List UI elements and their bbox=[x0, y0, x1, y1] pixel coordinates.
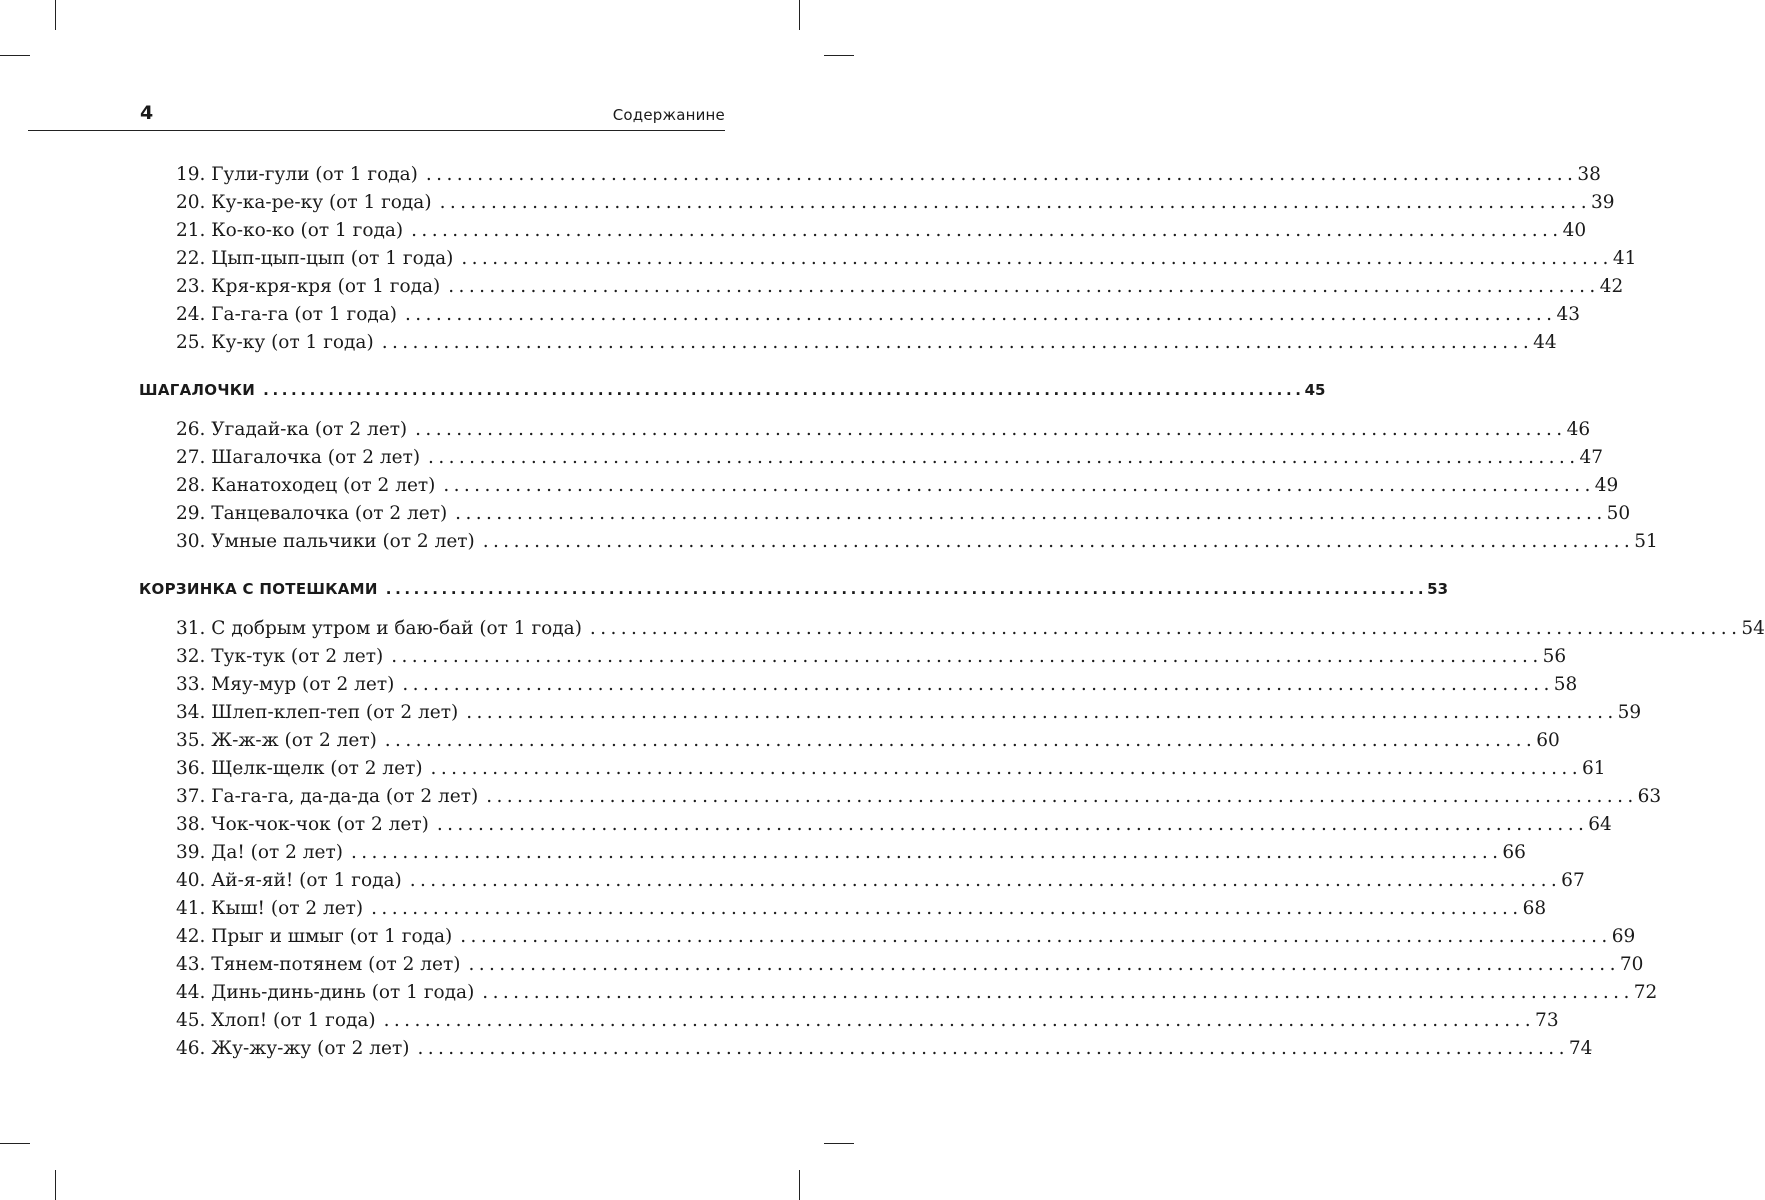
dot-leader: ................................................................................................................ bbox=[460, 926, 1612, 947]
toc-entry-title: КОРЗИНКА С ПОТЕШКАМИ bbox=[139, 580, 378, 598]
running-title: Содержанине bbox=[612, 106, 725, 124]
dot-leader: ................................................................................................................ bbox=[455, 503, 1607, 524]
toc-entry-title: 30. Умные пальчики (от 2 лет) bbox=[176, 531, 475, 552]
toc-entry-page: 69 bbox=[1611, 926, 1636, 947]
toc-entry[interactable] bbox=[176, 500, 1631, 528]
dot-leader: ................................................................................................................ bbox=[411, 220, 1563, 241]
toc-entry-title: 28. Канатоходец (от 2 лет) bbox=[176, 475, 436, 496]
toc-entry-page: 61 bbox=[1581, 758, 1606, 779]
crop-mark-bottom-right bbox=[799, 1170, 800, 1200]
toc-entry[interactable] bbox=[176, 189, 1615, 217]
crop-mark-top-left bbox=[55, 0, 56, 30]
toc-entry-title: 25. Ку-ку (от 1 года) bbox=[176, 332, 374, 353]
dot-leader: ................................................................................................................ bbox=[415, 419, 1567, 440]
toc-entry-page: 70 bbox=[1619, 954, 1644, 975]
dot-leader: ................................................................................................................ bbox=[381, 332, 1534, 353]
toc-entry[interactable] bbox=[176, 217, 1587, 245]
toc-entry-page: 38 bbox=[1577, 164, 1601, 185]
toc-entry-page: 51 bbox=[1634, 531, 1658, 552]
toc-entry-title: 41. Кыш! (от 2 лет) bbox=[176, 898, 364, 919]
toc-entry-page: 72 bbox=[1633, 982, 1658, 1003]
toc-entry[interactable] bbox=[176, 755, 1606, 783]
toc-entry[interactable] bbox=[176, 699, 1642, 727]
dot-leader: ................................................................................................................ bbox=[391, 646, 1543, 667]
dot-leader: ................................................................................................................ bbox=[482, 531, 1635, 552]
toc-entry-page: 60 bbox=[1536, 730, 1560, 751]
toc-entry[interactable] bbox=[176, 895, 1547, 923]
toc-entry[interactable] bbox=[176, 811, 1612, 839]
toc-entry-page: 66 bbox=[1502, 842, 1526, 863]
toc-entry-page: 68 bbox=[1522, 898, 1547, 919]
dot-leader: ................................................................................................................ bbox=[430, 758, 1582, 779]
toc-entry[interactable] bbox=[176, 301, 1580, 329]
toc-entry-page: 67 bbox=[1561, 870, 1585, 891]
dot-leader: ................................................................................................................ bbox=[468, 954, 1620, 975]
dot-leader: ................................................................................................................ bbox=[409, 870, 1562, 891]
dot-leader: ................................................................................................................ bbox=[263, 381, 1305, 399]
dot-leader: ................................................................................................................ bbox=[425, 164, 1578, 185]
toc-entry[interactable] bbox=[176, 783, 1662, 811]
crop-mark-top-right bbox=[799, 0, 800, 30]
toc-entry-page: 74 bbox=[1568, 1038, 1593, 1059]
toc-entry-title: 21. Ко-ко-ко (от 1 года) bbox=[176, 220, 404, 241]
crop-mark-left-top bbox=[0, 55, 30, 56]
toc-entry[interactable] bbox=[176, 273, 1624, 301]
crop-mark-left-bottom bbox=[0, 1143, 30, 1144]
toc-entry-page: 41 bbox=[1612, 248, 1637, 269]
toc-entry-page: 39 bbox=[1591, 192, 1615, 213]
toc-entry-title: 34. Шлеп-клеп-теп (от 2 лет) bbox=[176, 702, 459, 723]
toc-entry-title: 27. Шагалочка (от 2 лет) bbox=[176, 447, 421, 468]
toc-entry-page: 47 bbox=[1579, 447, 1604, 468]
toc-entry-title: 39. Да! (от 2 лет) bbox=[176, 842, 343, 863]
toc-entry-title: 29. Танцевалочка (от 2 лет) bbox=[176, 503, 448, 524]
toc-entry-page: 54 bbox=[1741, 618, 1765, 639]
toc-entry-page: 43 bbox=[1556, 304, 1580, 325]
toc-entry[interactable] bbox=[176, 643, 1567, 671]
dot-leader: ................................................................................................................ bbox=[371, 898, 1523, 919]
dot-leader: ................................................................................................................ bbox=[385, 580, 1428, 598]
toc-entry-page: 42 bbox=[1599, 276, 1624, 297]
toc-entry-title: 23. Кря-кря-кря (от 1 года) bbox=[176, 276, 441, 297]
crop-mark-bottom-left bbox=[55, 1170, 56, 1200]
toc-entry[interactable] bbox=[176, 1007, 1559, 1035]
toc-entry-title: 46. Жу-жу-жу (от 2 лет) bbox=[176, 1038, 410, 1059]
toc-entry[interactable] bbox=[176, 951, 1644, 979]
toc-entry-title: 44. Динь-динь-динь (от 1 года) bbox=[176, 982, 475, 1003]
toc-entry[interactable] bbox=[176, 923, 1636, 951]
toc-entry-page: 59 bbox=[1617, 702, 1642, 723]
page-number: 4 bbox=[140, 102, 154, 124]
toc-section-heading[interactable] bbox=[139, 575, 1449, 603]
toc-entry-title: 33. Мяу-мур (от 2 лет) bbox=[176, 674, 395, 695]
toc-entry-title: 40. Ай-я-яй! (от 1 года) bbox=[176, 870, 402, 891]
toc-entry-title: 45. Хлоп! (от 1 года) bbox=[176, 1010, 376, 1031]
dot-leader: ................................................................................................................ bbox=[439, 192, 1591, 213]
dot-leader: ................................................................................................................ bbox=[383, 1010, 1536, 1031]
toc-entry-page: 40 bbox=[1562, 220, 1587, 241]
toc-entry-page: 45 bbox=[1304, 381, 1326, 399]
toc-entry-page: 73 bbox=[1535, 1010, 1559, 1031]
dot-leader: ................................................................................................................ bbox=[436, 814, 1589, 835]
dot-leader: ................................................................................................................ bbox=[428, 447, 1580, 468]
toc-entry[interactable] bbox=[176, 416, 1591, 444]
dot-leader: ................................................................................................................ bbox=[461, 248, 1613, 269]
dot-leader: ................................................................................................................ bbox=[405, 304, 1557, 325]
toc-entry[interactable] bbox=[176, 979, 1658, 1007]
toc-entry-title: 35. Ж-ж-ж (от 2 лет) bbox=[176, 730, 377, 751]
toc-entry-title: 26. Угадай-ка (от 2 лет) bbox=[176, 419, 408, 440]
toc-entry[interactable] bbox=[176, 867, 1585, 895]
crop-mark-right-top bbox=[824, 55, 854, 56]
toc-entry-title: 31. С добрым утром и баю-бай (от 1 года) bbox=[176, 618, 582, 639]
dot-leader: ................................................................................................................ bbox=[350, 842, 1503, 863]
dot-leader: ................................................................................................................ bbox=[482, 982, 1634, 1003]
toc-entry-page: 46 bbox=[1566, 419, 1591, 440]
page-header bbox=[28, 104, 725, 131]
toc-entry-title: 42. Прыг и шмыг (от 1 года) bbox=[176, 926, 453, 947]
toc-entry[interactable] bbox=[176, 161, 1601, 189]
dot-leader: ................................................................................................................ bbox=[589, 618, 1742, 639]
toc-entry-page: 58 bbox=[1553, 674, 1578, 695]
toc-entry-page: 53 bbox=[1427, 580, 1449, 598]
toc-entry-title: 38. Чок-чок-чок (от 2 лет) bbox=[176, 814, 429, 835]
toc-entry-title: ШАГАЛОЧКИ bbox=[139, 381, 256, 399]
toc-entry[interactable] bbox=[176, 727, 1560, 755]
dot-leader: ................................................................................................................ bbox=[384, 730, 1537, 751]
toc-entry-page: 64 bbox=[1588, 814, 1612, 835]
toc-entry[interactable] bbox=[176, 245, 1637, 273]
toc-entry-page: 50 bbox=[1606, 503, 1631, 524]
toc-entry-title: 36. Щелк-щелк (от 2 лет) bbox=[176, 758, 423, 779]
toc-entry-title: 20. Ку-ка-ре-ку (от 1 года) bbox=[176, 192, 432, 213]
dot-leader: ................................................................................................................ bbox=[486, 786, 1638, 807]
crop-mark-right-bottom bbox=[824, 1143, 854, 1144]
toc-entry[interactable] bbox=[176, 528, 1658, 556]
toc-entry[interactable] bbox=[176, 671, 1578, 699]
toc-entry-page: 63 bbox=[1637, 786, 1662, 807]
toc-entry[interactable] bbox=[176, 444, 1604, 472]
toc-entry-title: 24. Га-га-га (от 1 года) bbox=[176, 304, 397, 325]
toc-entry[interactable] bbox=[176, 1035, 1593, 1063]
dot-leader: ................................................................................................................ bbox=[448, 276, 1600, 297]
toc-entry-page: 44 bbox=[1533, 332, 1557, 353]
toc-entry-title: 32. Тук-тук (от 2 лет) bbox=[176, 646, 384, 667]
toc-entry[interactable] bbox=[176, 472, 1619, 500]
toc-entry-page: 49 bbox=[1594, 475, 1619, 496]
toc-entry-title: 37. Га-га-га, да-да-да (от 2 лет) bbox=[176, 786, 479, 807]
toc-entry-title: 19. Гули-гули (от 1 года) bbox=[176, 164, 418, 185]
toc-section-heading[interactable] bbox=[139, 376, 1326, 404]
toc-entry[interactable] bbox=[176, 839, 1526, 867]
dot-leader: ................................................................................................................ bbox=[466, 702, 1618, 723]
dot-leader: ................................................................................................................ bbox=[443, 475, 1595, 496]
dot-leader: ................................................................................................................ bbox=[417, 1038, 1569, 1059]
toc-entry-title: 43. Тянем-потянем (от 2 лет) bbox=[176, 954, 461, 975]
toc-entry[interactable] bbox=[176, 329, 1557, 357]
dot-leader: ................................................................................................................ bbox=[402, 674, 1554, 695]
toc-entry[interactable] bbox=[176, 615, 1765, 643]
toc-entry-title: 22. Цып-цып-цып (от 1 года) bbox=[176, 248, 454, 269]
toc-entry-page: 56 bbox=[1542, 646, 1567, 667]
